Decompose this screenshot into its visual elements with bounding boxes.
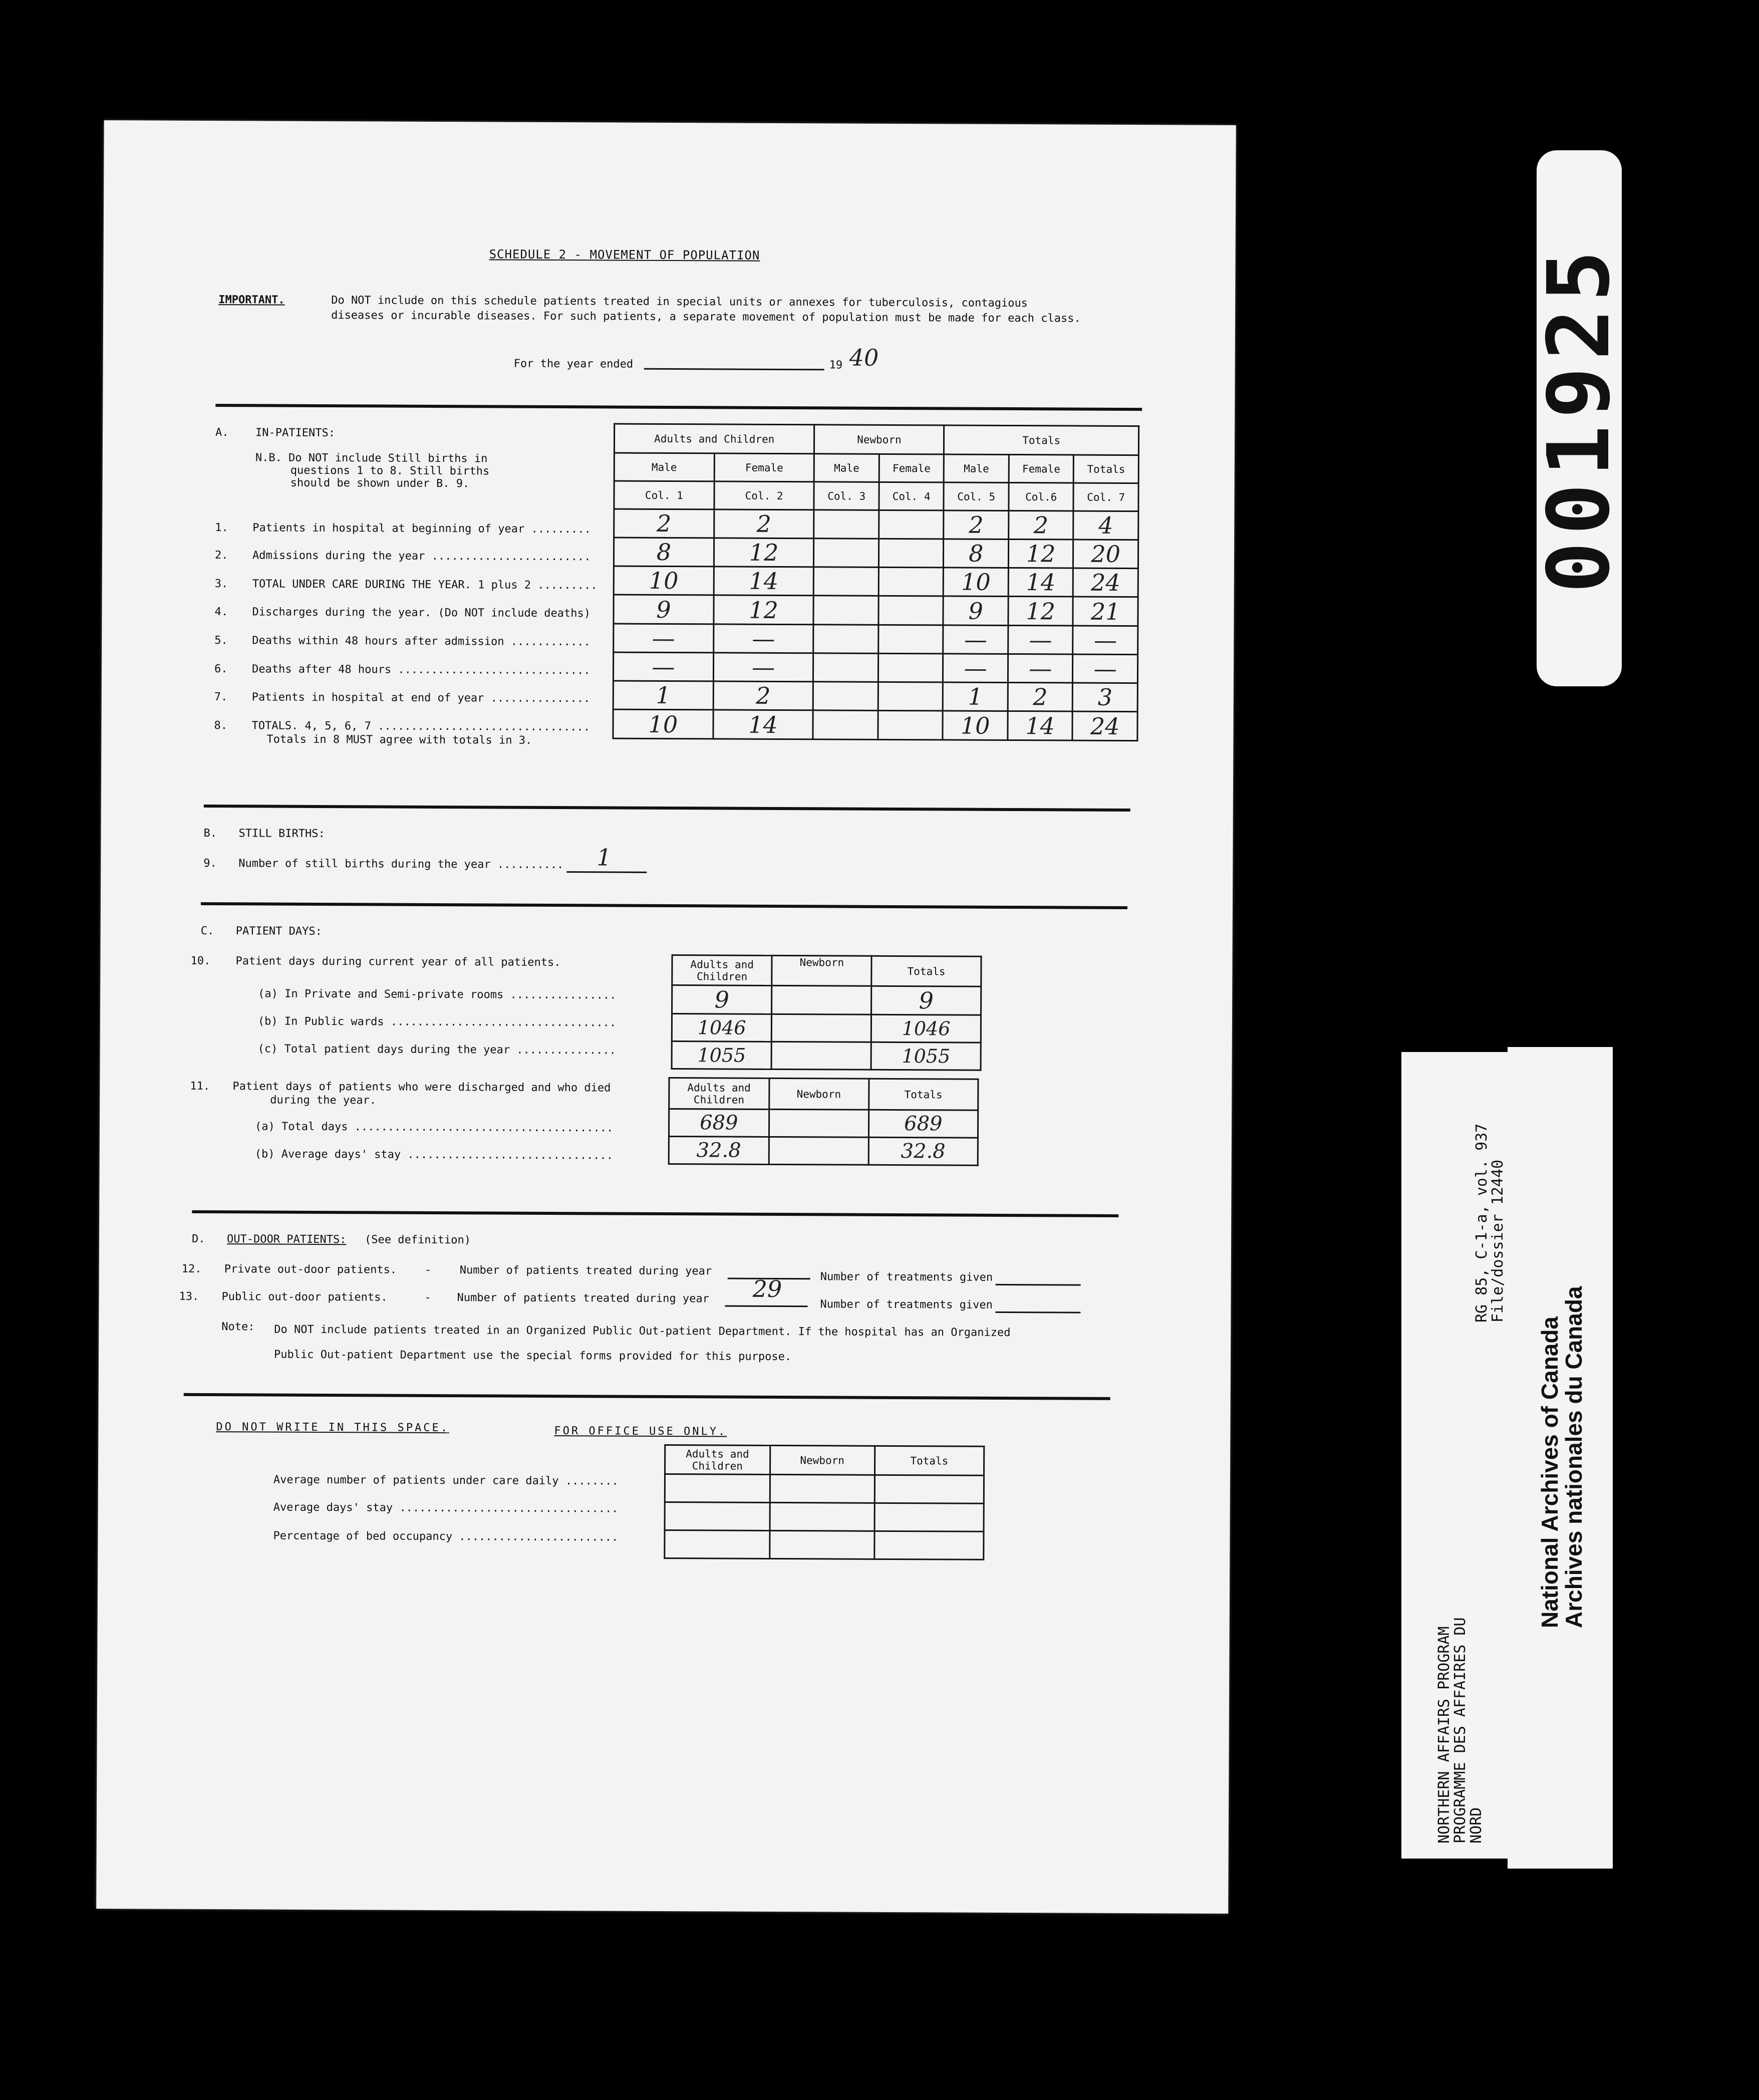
table-row bbox=[665, 1474, 984, 1503]
col-header: Col. 1 bbox=[614, 481, 714, 509]
row-7-label: Patients in hospital at end of year ............... bbox=[251, 691, 591, 705]
table-cell: 12 bbox=[1008, 596, 1073, 626]
frame-number-stamp bbox=[1530, 150, 1629, 686]
q10c-label: (c) Total patient days during the year ............... bbox=[257, 1042, 617, 1057]
divider bbox=[215, 404, 1142, 411]
sub-header: Male bbox=[814, 454, 879, 482]
table-cell bbox=[878, 625, 944, 654]
q11-label-1: Patient days of patients who were discharged and who died bbox=[232, 1080, 611, 1095]
office-left-label: DO NOT WRITE IN THIS SPACE. bbox=[216, 1421, 450, 1435]
divider bbox=[192, 1210, 1118, 1217]
q12-treatments-line bbox=[996, 1284, 1081, 1286]
archives-name-block bbox=[1538, 1286, 1586, 1628]
table-cell: 8 bbox=[614, 538, 714, 567]
section-b-heading: STILL BIRTHS: bbox=[238, 827, 325, 841]
table-cell bbox=[879, 510, 944, 539]
col-header: Totals bbox=[868, 1079, 978, 1110]
table-cell bbox=[770, 1474, 874, 1503]
table-cell bbox=[772, 1014, 871, 1042]
table-cell: 8 bbox=[944, 539, 1009, 568]
q10a-label: (a) In Private and Semi-private rooms ................ bbox=[258, 987, 617, 1002]
q10b-label: (b) In Public wards .................................. bbox=[257, 1015, 617, 1029]
q12-num: 12. bbox=[181, 1262, 202, 1275]
table-cell bbox=[814, 510, 879, 539]
reference-block bbox=[1474, 1124, 1506, 1323]
q12-treatments-label: Number of treatments given bbox=[820, 1270, 993, 1284]
table-cell bbox=[813, 710, 878, 740]
q13-num: 13. bbox=[179, 1290, 199, 1303]
col-header: Col.6 bbox=[1009, 482, 1074, 511]
table-cell bbox=[874, 1531, 984, 1559]
sub-header: Totals bbox=[1074, 455, 1139, 483]
nb-line-3: should be shown under B. 9. bbox=[290, 476, 470, 490]
table-cell: — bbox=[713, 624, 813, 653]
table-cell bbox=[878, 682, 943, 711]
table-row bbox=[614, 509, 1138, 540]
table-cell: 2 bbox=[1008, 682, 1073, 711]
group-header-totals: Totals bbox=[944, 425, 1139, 455]
table-row bbox=[672, 1041, 981, 1071]
table-cell bbox=[878, 567, 944, 596]
col-header: Totals bbox=[871, 956, 981, 986]
row-4-num: 4. bbox=[214, 606, 228, 619]
table-cell: 14 bbox=[714, 567, 814, 596]
table-cell: 2 bbox=[714, 509, 814, 539]
table-row bbox=[613, 709, 1137, 741]
q9-answer-line bbox=[566, 871, 647, 873]
q9-value: 1 bbox=[597, 844, 612, 871]
table-row bbox=[669, 1137, 978, 1166]
row-2-label: Admissions during the year ........................ bbox=[252, 549, 591, 564]
nb-line-1: N.B. Do NOT include Still births in bbox=[255, 451, 488, 465]
q12-label: Private out-door patients. bbox=[224, 1263, 397, 1276]
table-cell: 10 bbox=[614, 566, 714, 595]
discharged-days-table bbox=[668, 1077, 979, 1166]
table-cell: — bbox=[713, 653, 813, 682]
row-6-num: 6. bbox=[214, 663, 228, 676]
col-header: Totals bbox=[874, 1446, 984, 1475]
row-4-label: Discharges during the year. (Do NOT include deaths) bbox=[252, 606, 591, 620]
q13-treatments-label: Number of treatments given bbox=[820, 1298, 993, 1311]
col-header: Col. 3 bbox=[814, 482, 879, 510]
row-5-num: 5. bbox=[214, 634, 228, 647]
col-header: Adults and Children bbox=[669, 1078, 769, 1110]
table-cell: 14 bbox=[1008, 568, 1073, 597]
sub-header: Female bbox=[1009, 454, 1074, 483]
group-header-adults: Adults and Children bbox=[614, 424, 814, 454]
year-label: For the year ended bbox=[513, 357, 634, 371]
sub-header: Male bbox=[614, 453, 714, 481]
table-cell bbox=[665, 1474, 770, 1502]
table-cell: — bbox=[613, 652, 713, 681]
sub-header: Male bbox=[944, 454, 1009, 483]
table-cell: 2 bbox=[1009, 510, 1074, 540]
table-cell: — bbox=[943, 654, 1008, 683]
table-cell: 2 bbox=[614, 509, 714, 538]
table-cell bbox=[874, 1475, 984, 1503]
table-cell bbox=[814, 539, 879, 568]
table-cell: — bbox=[614, 624, 714, 653]
section-c-letter: C. bbox=[200, 924, 214, 938]
document-page bbox=[96, 120, 1236, 1914]
table-cell: 1046 bbox=[672, 1014, 772, 1042]
office-use-table bbox=[664, 1444, 985, 1560]
office-row-1-label: Average number of patients under care daily ........ bbox=[273, 1473, 619, 1488]
note-line-1: Do NOT include patients treated in an Organized Public Out-patient Department. If the hospital has an Organized bbox=[274, 1323, 1011, 1340]
col-header: Newborn bbox=[770, 1445, 874, 1475]
table-cell: 689 bbox=[868, 1110, 978, 1138]
section-b-letter: B. bbox=[203, 827, 217, 840]
table-cell bbox=[770, 1502, 874, 1531]
q13-treatments-line bbox=[995, 1311, 1080, 1314]
table-cell: 1046 bbox=[871, 1014, 981, 1042]
table-cell: 10 bbox=[944, 568, 1009, 597]
table-cell: 24 bbox=[1072, 711, 1137, 741]
table-row bbox=[613, 652, 1137, 683]
table-row bbox=[614, 566, 1138, 597]
table-cell: — bbox=[1073, 626, 1138, 655]
table-row bbox=[614, 624, 1138, 655]
table-cell bbox=[813, 596, 878, 625]
table-cell bbox=[878, 710, 943, 740]
table-cell: 3 bbox=[1073, 683, 1138, 712]
divider bbox=[201, 902, 1127, 909]
important-label: IMPORTANT. bbox=[218, 294, 285, 307]
table-cell: — bbox=[1008, 654, 1073, 683]
table-cell bbox=[878, 653, 943, 682]
table-cell bbox=[874, 1503, 984, 1531]
nb-line-2: questions 1 to 8. Still births bbox=[290, 464, 490, 478]
row-3-num: 3. bbox=[214, 578, 228, 591]
reference-line-1: RG 85, C-1-a, vol. 937 bbox=[1473, 1123, 1491, 1323]
table-cell: 21 bbox=[1073, 597, 1138, 626]
national-archives-label bbox=[1508, 1047, 1613, 1869]
table-cell: 10 bbox=[613, 709, 713, 739]
section-c-heading: PATIENT DAYS: bbox=[235, 925, 322, 938]
q11a-label: (a) Total days ....................................... bbox=[254, 1120, 614, 1135]
important-line-2: diseases or incurable diseases. For such patients, a separate movement of population must be made for each class. bbox=[331, 309, 1081, 325]
table-cell: 1055 bbox=[871, 1042, 981, 1070]
group-header-newborn: Newborn bbox=[814, 425, 944, 454]
q11b-label: (b) Average days' stay ............................... bbox=[254, 1148, 614, 1162]
table-cell bbox=[771, 1041, 871, 1070]
section-d-note: (See definition) bbox=[364, 1233, 471, 1247]
table-cell: 4 bbox=[1073, 511, 1138, 540]
table-cell: 1055 bbox=[672, 1041, 772, 1070]
table-row bbox=[665, 1530, 984, 1559]
year-date-line bbox=[644, 368, 824, 371]
note-line-2: Public Out-patient Department use the special forms provided for this purpose. bbox=[273, 1348, 792, 1364]
row-8-num: 8. bbox=[214, 719, 228, 732]
q12-treated-label: Number of patients treated during year bbox=[459, 1264, 712, 1278]
row-1-label: Patients in hospital at beginning of year ......... bbox=[252, 521, 591, 536]
q13-treated-label: Number of patients treated during year bbox=[457, 1291, 709, 1305]
row-6-label: Deaths after 48 hours ............................. bbox=[251, 663, 591, 677]
note-label: Note: bbox=[221, 1321, 255, 1334]
section-a-heading: IN-PATIENTS: bbox=[255, 426, 336, 440]
col-header: Col. 5 bbox=[944, 482, 1009, 511]
row-7-num: 7. bbox=[214, 691, 228, 704]
table-cell: 9 bbox=[614, 595, 714, 624]
table-cell: 1 bbox=[943, 682, 1008, 711]
q11-label-2: during the year. bbox=[270, 1094, 377, 1107]
col-header: Newborn bbox=[772, 955, 871, 986]
table-row bbox=[614, 595, 1138, 626]
table-cell: 32.8 bbox=[669, 1137, 769, 1165]
q13-dash: - bbox=[424, 1291, 431, 1304]
archive-reference-label bbox=[1401, 1052, 1522, 1859]
col-header: Col. 2 bbox=[714, 481, 814, 510]
office-right-label: FOR OFFICE USE ONLY. bbox=[554, 1425, 727, 1438]
program-line-1: NORTHERN AFFAIRS PROGRAM bbox=[1435, 1626, 1453, 1844]
table-cell bbox=[772, 985, 871, 1014]
archives-name-en: National Archives of Canada bbox=[1537, 1316, 1563, 1628]
col-header: Col. 7 bbox=[1073, 483, 1138, 511]
table-cell bbox=[769, 1530, 874, 1559]
table-cell bbox=[813, 682, 878, 711]
row-5-label: Deaths within 48 hours after admission ............ bbox=[252, 634, 591, 649]
q12-dash: - bbox=[424, 1263, 432, 1276]
sub-header: Female bbox=[879, 454, 944, 482]
table-cell: — bbox=[1008, 625, 1073, 654]
program-block bbox=[1436, 1617, 1485, 1844]
table-cell: 14 bbox=[1008, 711, 1073, 740]
q13-treated-value: 29 bbox=[752, 1275, 782, 1303]
table-cell: 9 bbox=[672, 985, 772, 1014]
table-cell: 12 bbox=[1008, 539, 1073, 568]
table-cell: 9 bbox=[871, 986, 981, 1015]
table-cell: 14 bbox=[713, 710, 813, 739]
divider bbox=[204, 805, 1130, 812]
table-cell: 9 bbox=[943, 596, 1008, 626]
q10-label: Patient days during current year of all patients. bbox=[235, 955, 561, 969]
table-row bbox=[665, 1502, 984, 1531]
table-cell: 689 bbox=[669, 1109, 769, 1137]
col-header: Adults and Children bbox=[665, 1445, 770, 1474]
table-cell bbox=[878, 539, 944, 568]
table-row bbox=[614, 538, 1138, 569]
q9-num: 9. bbox=[203, 857, 217, 870]
table-cell bbox=[814, 567, 879, 596]
table-cell bbox=[665, 1530, 770, 1558]
table-cell: 2 bbox=[713, 681, 813, 710]
table-cell bbox=[813, 625, 878, 654]
row-8-label: TOTALS. 4, 5, 6, 7 ................................ bbox=[251, 719, 591, 734]
q9-label: Number of still births during the year .......... bbox=[238, 857, 564, 872]
col-header: Col. 4 bbox=[879, 482, 944, 510]
table-cell: 12 bbox=[714, 595, 814, 625]
section-d-letter: D. bbox=[192, 1232, 205, 1245]
table-cell: 10 bbox=[943, 711, 1008, 740]
table-cell: 32.8 bbox=[868, 1137, 978, 1165]
row-3-label: TOTAL UNDER CARE DURING THE YEAR. 1 plus 2 ......... bbox=[252, 578, 598, 592]
table-row bbox=[669, 1109, 978, 1138]
table-cell bbox=[813, 653, 878, 682]
q11-num: 11. bbox=[190, 1080, 210, 1093]
col-header: Adults and Children bbox=[672, 955, 772, 986]
table-cell: 1 bbox=[613, 681, 713, 710]
program-line-2: PROGRAMME DES AFFAIRES DU bbox=[1451, 1617, 1469, 1844]
q13-treated-line bbox=[725, 1305, 807, 1307]
table-cell bbox=[769, 1109, 868, 1137]
reference-line-2: File/dossier 12440 bbox=[1489, 1159, 1507, 1323]
table-row bbox=[672, 985, 981, 1015]
office-row-3-label: Percentage of bed occupancy ........................ bbox=[273, 1529, 619, 1544]
year-prefix: 19 bbox=[829, 359, 843, 372]
table-cell bbox=[769, 1137, 868, 1165]
table-cell: 24 bbox=[1073, 568, 1138, 597]
table-row bbox=[672, 1014, 981, 1043]
sub-header: Female bbox=[714, 453, 814, 482]
table-cell: — bbox=[943, 625, 1008, 654]
schedule-title: SCHEDULE 2 - MOVEMENT OF POPULATION bbox=[489, 247, 760, 262]
table-cell: 20 bbox=[1073, 540, 1138, 569]
section-a-letter: A. bbox=[215, 426, 229, 439]
table-cell bbox=[878, 596, 944, 625]
inpatients-table bbox=[612, 423, 1139, 742]
totals-note: Totals in 8 MUST agree with totals in 3. bbox=[266, 733, 532, 747]
patient-days-table bbox=[671, 954, 982, 1071]
important-line-1: Do NOT include on this schedule patients treated in special units or annexes for tuberculosis, contagious bbox=[331, 294, 1028, 310]
office-row-2-label: Average days' stay ................................. bbox=[273, 1501, 619, 1515]
frame-number: 001925 bbox=[1530, 243, 1629, 594]
divider bbox=[184, 1393, 1110, 1400]
archives-name-fr: Archives nationales du Canada bbox=[1561, 1286, 1587, 1628]
table-cell: 12 bbox=[714, 538, 814, 567]
row-2-num: 2. bbox=[214, 549, 228, 562]
row-1-num: 1. bbox=[215, 521, 228, 535]
table-cell bbox=[665, 1502, 770, 1530]
q13-label: Public out-door patients. bbox=[221, 1290, 388, 1304]
program-line-3: NORD bbox=[1468, 1807, 1485, 1844]
table-row bbox=[613, 681, 1137, 712]
q10-num: 10. bbox=[190, 954, 211, 968]
table-cell: 2 bbox=[944, 510, 1009, 540]
col-header: Newborn bbox=[769, 1078, 868, 1110]
year-value: 40 bbox=[849, 344, 879, 371]
table-cell: — bbox=[1073, 654, 1138, 683]
section-d-heading: OUT-DOOR PATIENTS: bbox=[227, 1233, 347, 1246]
